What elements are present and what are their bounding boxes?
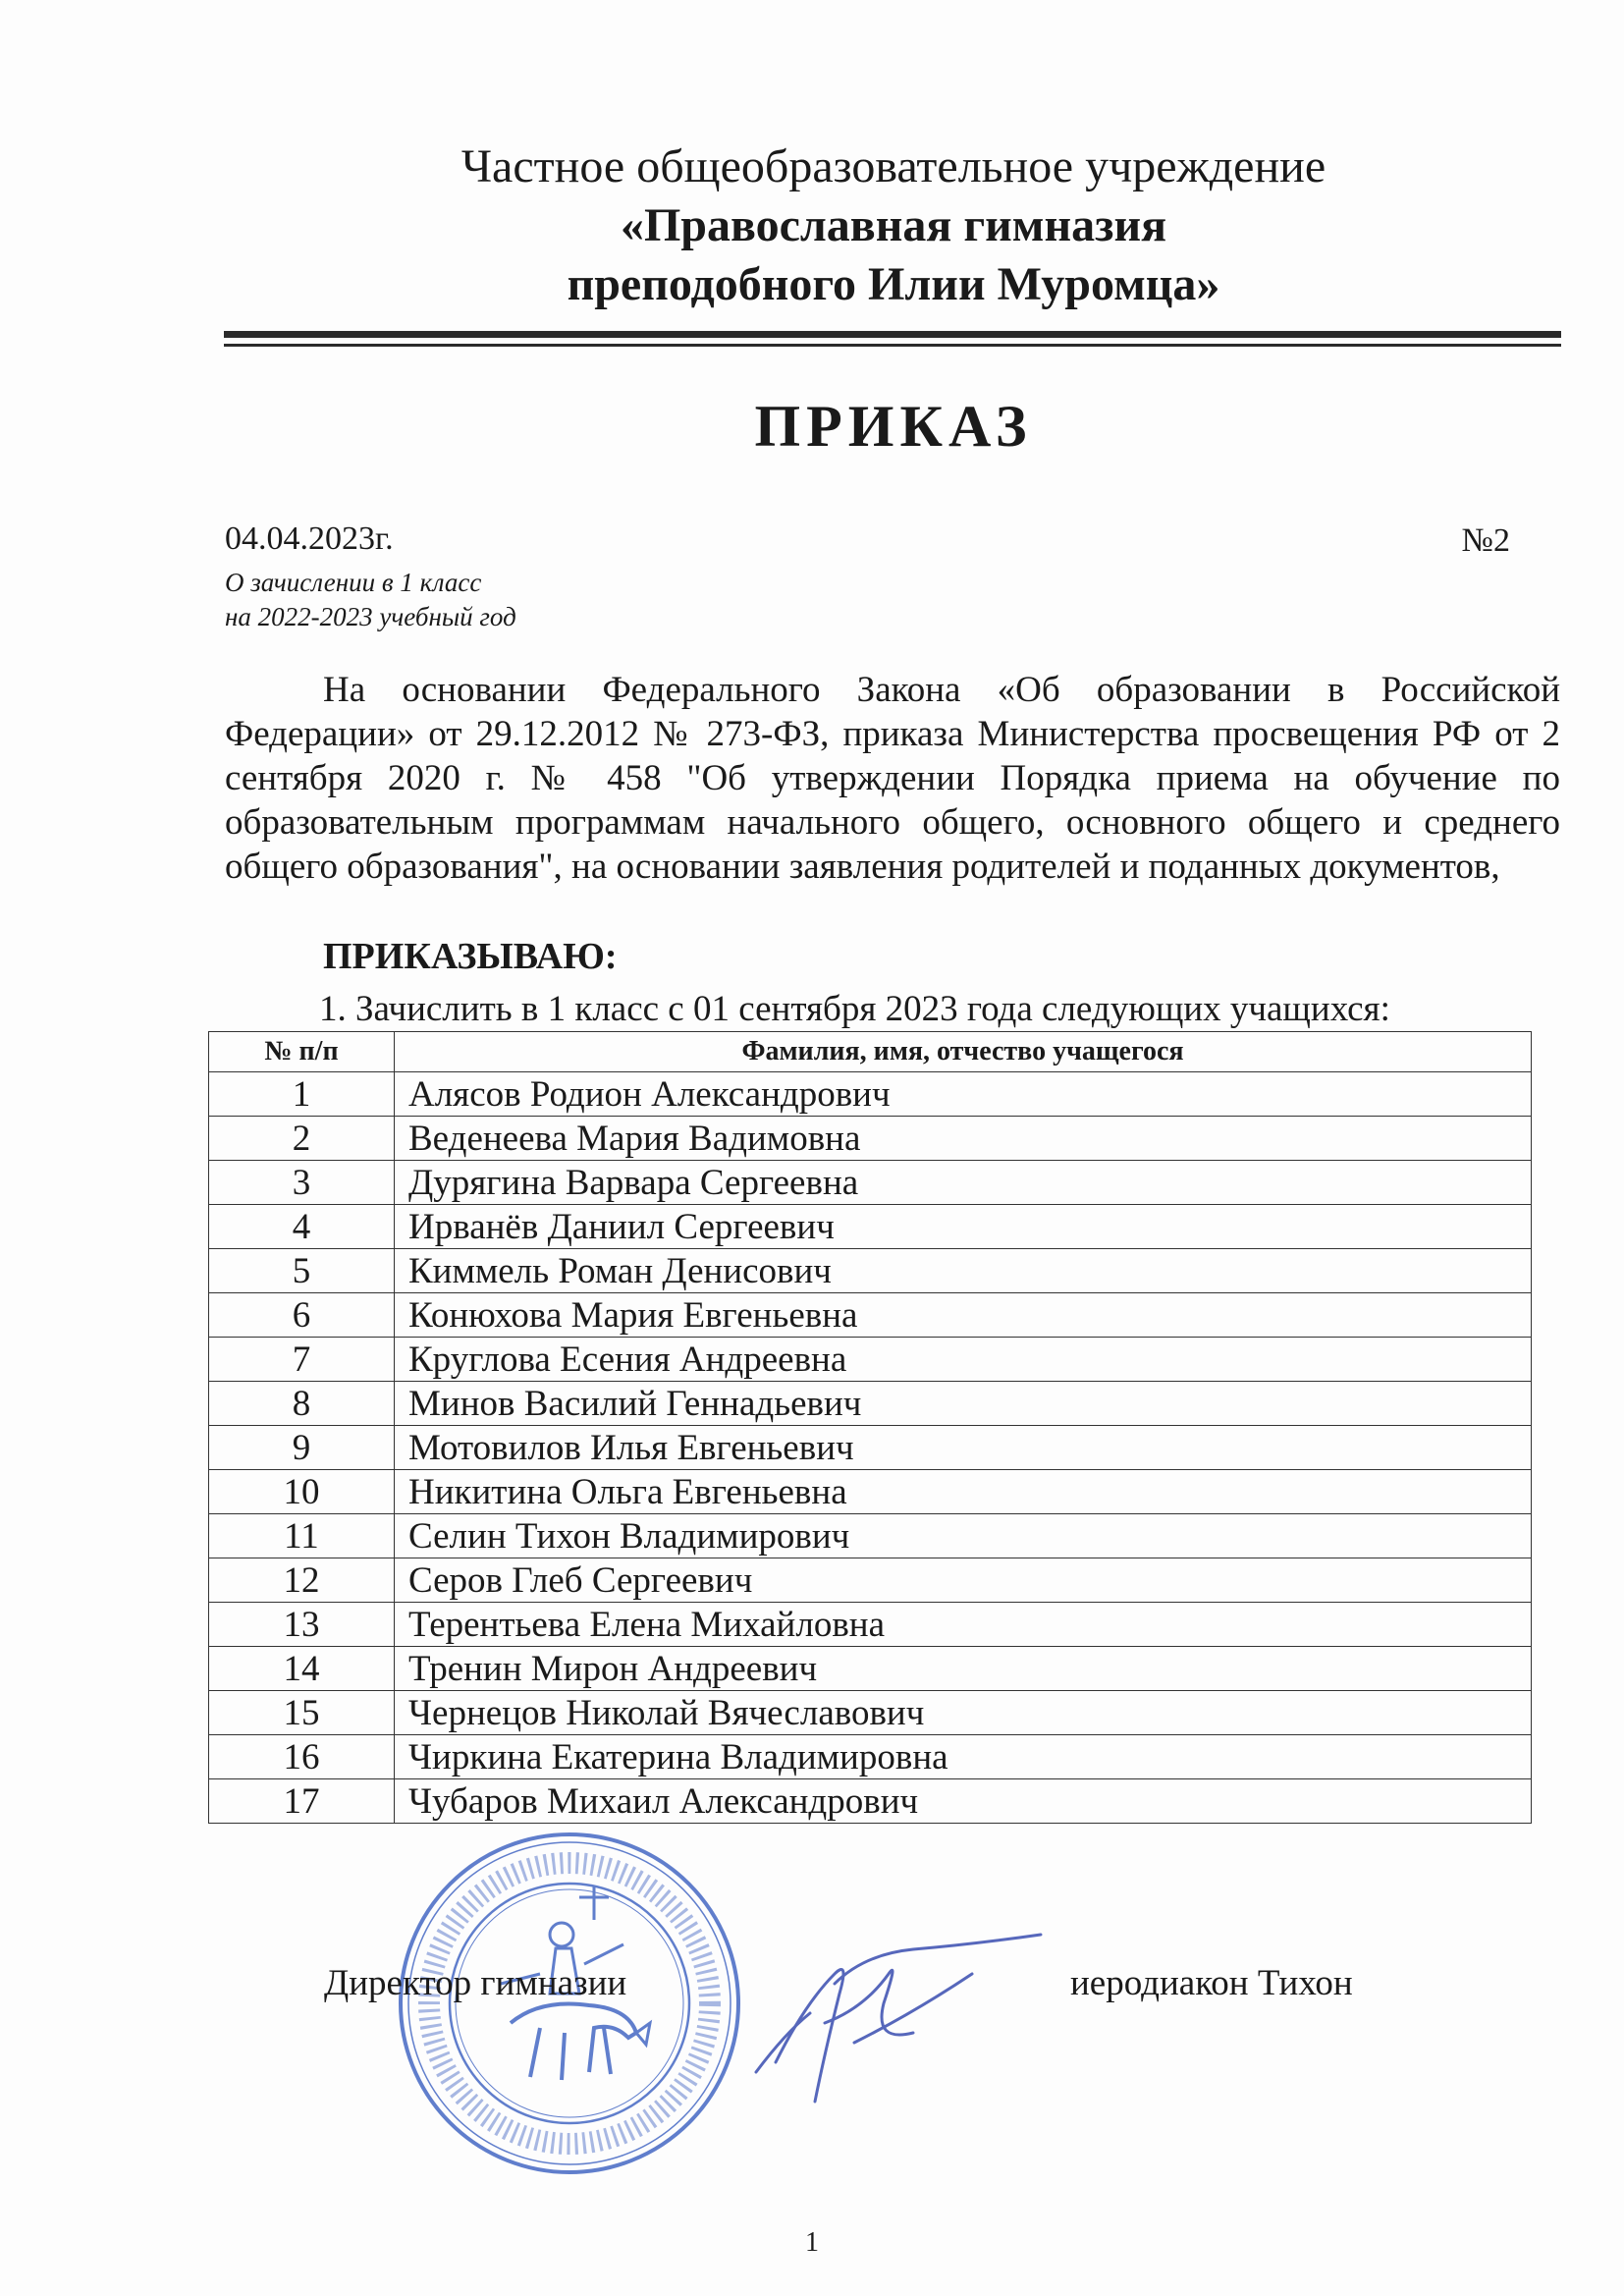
table-row xyxy=(209,1514,1532,1558)
row-number: 2 xyxy=(209,1117,395,1161)
decree-word: ПРИКАЗЫВАЮ: xyxy=(323,936,618,977)
student-name: Киммель Роман Денисович xyxy=(395,1249,1532,1293)
header-rule-thin xyxy=(224,344,1561,347)
subject-line-1: О зачислении в 1 класс xyxy=(225,568,482,597)
student-name: Тренин Мирон Андреевич xyxy=(395,1647,1532,1691)
subject-line-2: на 2022-2023 учебный год xyxy=(225,602,516,631)
order-item-1: 1. Зачислить в 1 класс с 01 сентября 2023 года следующих учащихся: xyxy=(319,989,1390,1029)
table-row xyxy=(209,1161,1532,1205)
header-rule-thick xyxy=(224,331,1561,338)
signatory-name: иеродиакон Тихон xyxy=(1070,1963,1353,2003)
student-name: Дурягина Варвара Сергеевна xyxy=(395,1161,1532,1205)
row-number: 7 xyxy=(209,1338,395,1382)
order-number: №2 xyxy=(1461,522,1510,559)
row-number: 14 xyxy=(209,1647,395,1691)
table-row xyxy=(209,1426,1532,1470)
student-name: Никитина Ольга Евгеньевна xyxy=(395,1470,1532,1514)
row-number: 5 xyxy=(209,1249,395,1293)
student-name: Мотовилов Илья Евгеньевич xyxy=(395,1426,1532,1470)
document-header xyxy=(226,137,1561,314)
table-row xyxy=(209,1735,1532,1779)
row-number: 8 xyxy=(209,1382,395,1426)
signatory-title: Директор гимназии xyxy=(324,1963,627,2003)
column-header-name: Фамилия, имя, отчество учащегося xyxy=(395,1032,1532,1072)
row-number: 3 xyxy=(209,1161,395,1205)
table-row xyxy=(209,1647,1532,1691)
row-number: 10 xyxy=(209,1470,395,1514)
student-name: Конюхова Мария Евгеньевна xyxy=(395,1293,1532,1338)
row-number: 12 xyxy=(209,1558,395,1603)
student-name: Терентьева Елена Михайловна xyxy=(395,1603,1532,1647)
table-row xyxy=(209,1338,1532,1382)
student-name: Минов Василий Геннадьевич xyxy=(395,1382,1532,1426)
table-row xyxy=(209,1072,1532,1117)
table-row xyxy=(209,1603,1532,1647)
row-number: 4 xyxy=(209,1205,395,1249)
table-row xyxy=(209,1205,1532,1249)
row-number: 15 xyxy=(209,1691,395,1735)
column-header-number: № п/п xyxy=(209,1032,395,1072)
institution-name: Частное общеобразовательное учреждение xyxy=(460,140,1326,192)
gymnasium-name-line2: преподобного Илии Муромца» xyxy=(567,258,1220,310)
table-row xyxy=(209,1558,1532,1603)
order-date: 04.04.2023г. xyxy=(225,520,394,557)
table-row xyxy=(209,1470,1532,1514)
table-row xyxy=(209,1249,1532,1293)
student-name: Веденеева Мария Вадимовна xyxy=(395,1117,1532,1161)
table-row xyxy=(209,1382,1532,1426)
student-name: Чиркина Екатерина Владимировна xyxy=(395,1735,1532,1779)
student-name: Селин Тихон Владимирович xyxy=(395,1514,1532,1558)
table-row xyxy=(209,1117,1532,1161)
gymnasium-name-line1: «Православная гимназия xyxy=(620,199,1167,251)
student-name: Ирванёв Даниил Сергеевич xyxy=(395,1205,1532,1249)
preamble-paragraph: На основании Федерального Закона «Об образовании в Российской Федерации» от 29.12.2012 № 273-ФЗ, приказа Министерства просвещения РФ от 2 сентября 2020 г. № 458 "Об утверждении Порядка приема на обучение по образовательным программам начального общего, основного общего и среднего общего образования", на основании заявления родителей и поданных документов, xyxy=(225,670,1560,887)
order-subject xyxy=(225,566,516,634)
student-name: Чернецов Николай Вячеславович xyxy=(395,1691,1532,1735)
student-name: Алясов Родион Александрович xyxy=(395,1072,1532,1117)
page-number: 1 xyxy=(805,2227,819,2258)
table-header-row xyxy=(209,1032,1532,1072)
row-number: 13 xyxy=(209,1603,395,1647)
row-number: 9 xyxy=(209,1426,395,1470)
table-row xyxy=(209,1779,1532,1824)
student-name: Круглова Есения Андреевна xyxy=(395,1338,1532,1382)
signature-icon xyxy=(717,1915,1070,2111)
row-number: 1 xyxy=(209,1072,395,1117)
order-title: ПРИКАЗ xyxy=(754,394,1033,459)
table-row xyxy=(209,1691,1532,1735)
table-row xyxy=(209,1293,1532,1338)
student-name: Серов Глеб Сергеевич xyxy=(395,1558,1532,1603)
students-table xyxy=(208,1031,1532,1824)
row-number: 11 xyxy=(209,1514,395,1558)
row-number: 6 xyxy=(209,1293,395,1338)
student-name: Чубаров Михаил Александрович xyxy=(395,1779,1532,1824)
row-number: 17 xyxy=(209,1779,395,1824)
row-number: 16 xyxy=(209,1735,395,1779)
